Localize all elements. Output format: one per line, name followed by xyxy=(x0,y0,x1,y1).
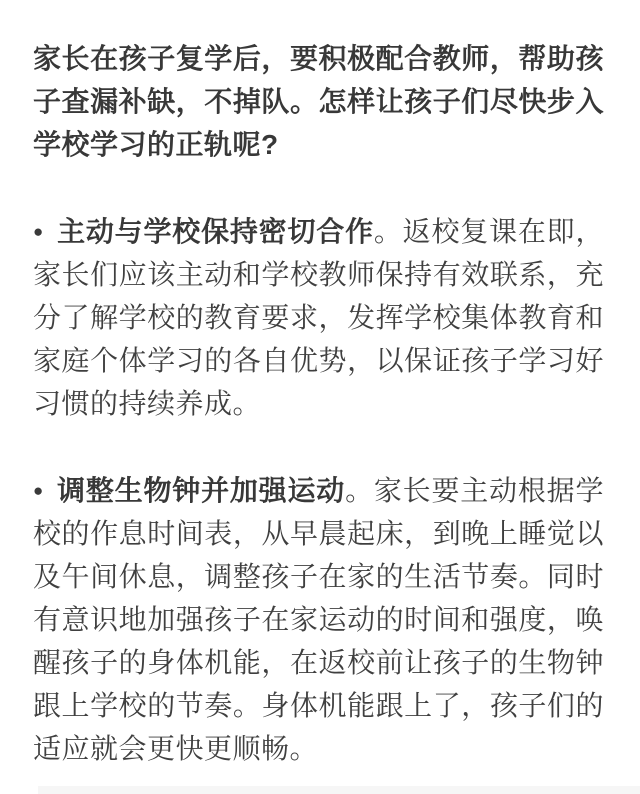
bullet-paragraph-biological-clock xyxy=(33,469,604,770)
bullet-paragraph-school-cooperation xyxy=(33,210,604,425)
bullet-icon: ● xyxy=(33,481,44,500)
bullet-icon: ● xyxy=(33,222,44,241)
bullet-body-school-cooperation: 。返校复课在即，家长们应该主动和学校教师保持有效联系，充分了解学校的教育要求，发挥学校集体教育和家庭个体学习的各自优势，以保证孩子学习好习惯的持续养成。 xyxy=(33,216,604,419)
next-card-top-edge xyxy=(38,786,640,794)
bullet-lead-school-cooperation: 主动与学校保持密切合作 xyxy=(56,216,374,247)
bullet-lead-biological-clock: 调整生物钟并加强运动 xyxy=(56,475,346,506)
bullet-body-biological-clock: 。家长要主动根据学校的作息时间表，从早晨起床，到晚上睡觉以及午间休息，调整孩子在家的生活节奏。同时有意识地加强孩子在家运动的时间和强度，唤醒孩子的身体机能，在返校前让孩子的生物钟跟上学校的节奏。身体机能跟上了，孩子们的适应就会更快更顺畅。 xyxy=(33,475,604,764)
intro-paragraph: 家长在孩子复学后，要积极配合教师，帮助孩子查漏补缺，不掉队。怎样让孩子们尽快步入学校学习的正轨呢? xyxy=(33,43,604,160)
